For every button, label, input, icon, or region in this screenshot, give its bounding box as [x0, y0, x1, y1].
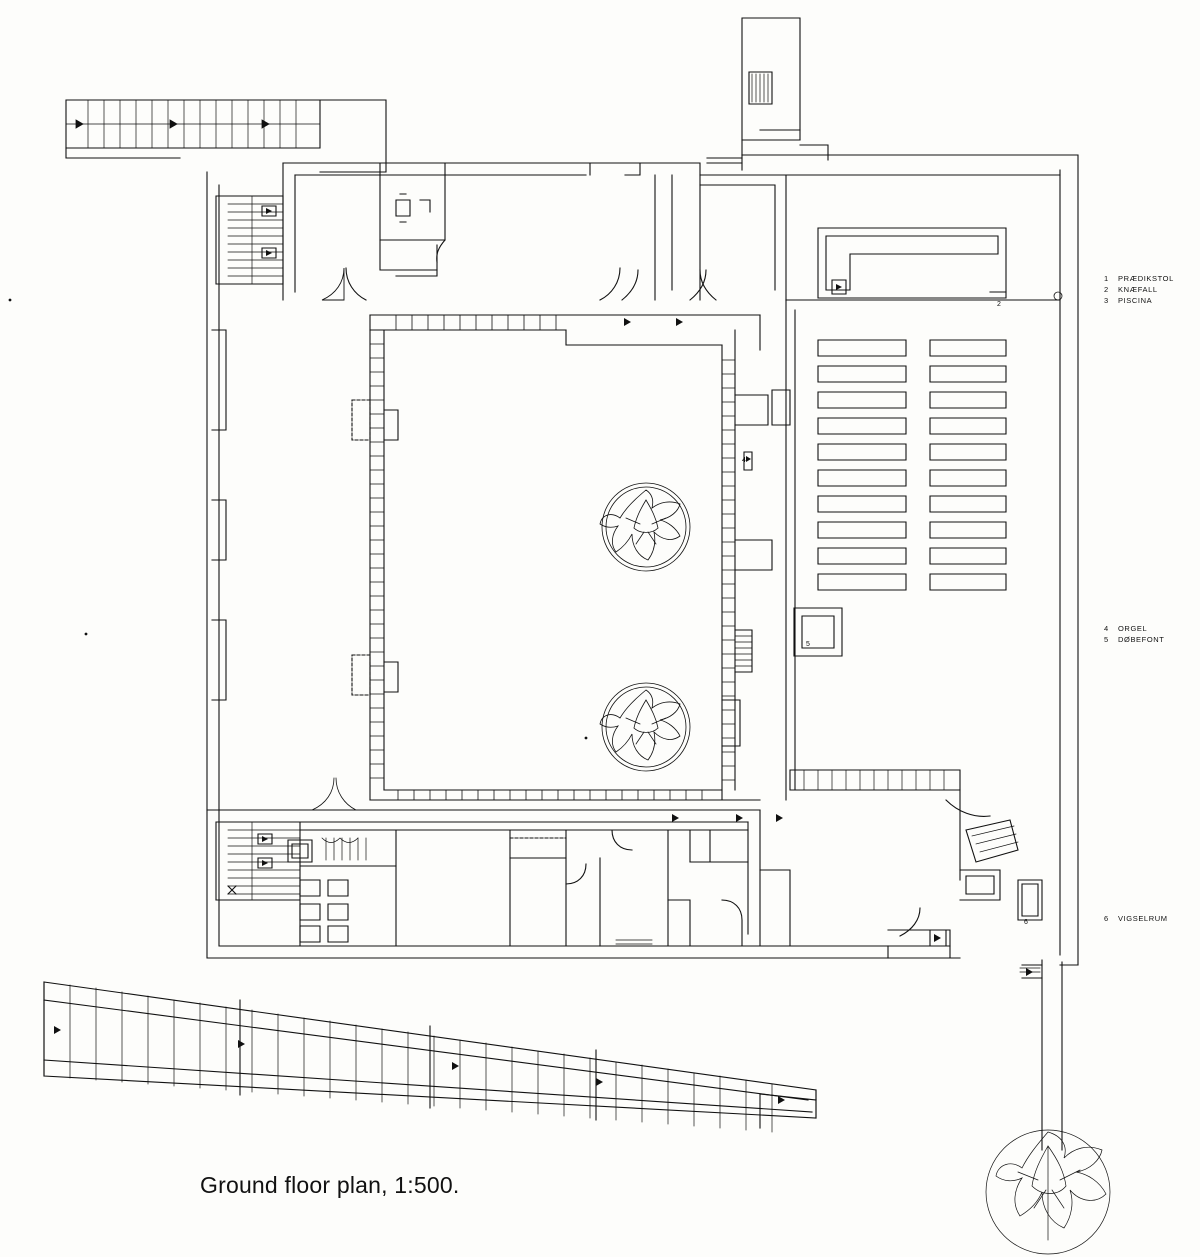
legend-group-1	[1104, 273, 1174, 306]
legend-number: 6	[1104, 914, 1109, 923]
legend-number: 5	[1104, 635, 1109, 644]
legend-number: 2	[1104, 285, 1109, 294]
legend-item	[1104, 634, 1164, 645]
legend-item	[1104, 295, 1174, 306]
legend-number: 3	[1104, 296, 1109, 305]
legend-number: 1	[1104, 274, 1109, 283]
legend-label: VIGSELRUM	[1118, 914, 1168, 923]
legend-label: ORGEL	[1118, 624, 1148, 633]
legend-item	[1104, 284, 1174, 295]
legend-group-3	[1104, 913, 1168, 924]
legend-item	[1104, 913, 1168, 924]
legend-label: KNÆFALL	[1118, 285, 1158, 294]
legend-number: 4	[1104, 624, 1109, 633]
plan-marker-2: 2	[997, 301, 1001, 308]
legend-group-2	[1104, 623, 1164, 645]
legend-label: PISCINA	[1118, 296, 1153, 305]
plan-marker-6: 6	[1024, 919, 1028, 926]
plan-caption: Ground floor plan, 1:500.	[200, 1172, 460, 1198]
legend-label: PRÆDIKSTOL	[1118, 274, 1174, 283]
legend-item	[1104, 273, 1174, 284]
plan-marker-5: 5	[806, 641, 810, 648]
legend-item	[1104, 623, 1164, 634]
plan-marker-4: 4	[742, 457, 746, 464]
legend-label: DØBEFONT	[1118, 635, 1165, 644]
